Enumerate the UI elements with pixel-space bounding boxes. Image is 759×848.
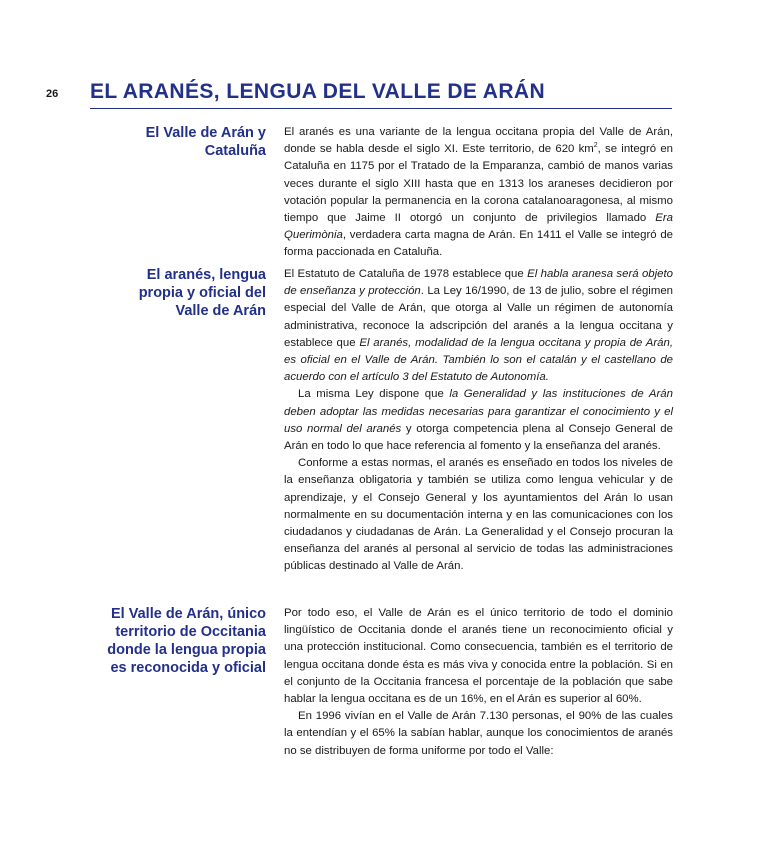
section-heading	[76, 124, 266, 160]
text-run: Por todo eso, el Valle de Arán es el único territorio de todo el dominio lingüístico de Occitania donde el aranés tiene un reconocimiento oficial y una protección institucional. Como consecuencia, también es el territorio de lengua occitana donde ésta es más viva y conocida entre la población. Si en el conjunto de la Occitania francesa el porcentaje de la población que sabe hablar la lengua occitana es de un 16%, en el Arán es superior al 60%.	[284, 607, 673, 706]
italic-text: Era Querimònia	[284, 212, 673, 242]
section-heading-line: propia y oficial del	[138, 285, 266, 301]
title-divider	[90, 108, 672, 109]
body-paragraph	[284, 386, 673, 455]
section-heading-line: Valle de Arán	[175, 303, 266, 319]
text-run: La misma Ley dispone que	[298, 388, 450, 401]
text-run: y otorga competencia plena al Consejo General de Arán en todo lo que hace referencia al fomento y la enseñanza del aranés.	[284, 422, 673, 453]
italic-text: El habla aranesa será objeto de enseñanza y protección	[284, 268, 674, 298]
body-paragraph	[284, 708, 673, 760]
body-paragraph	[284, 605, 673, 708]
italic-text: la Generalidad y las instituciones de Arán deben adoptar las medidas necesarias para garantizar el conocimiento y el uso normal del aranés	[284, 388, 673, 435]
body-paragraph	[284, 266, 673, 386]
body-paragraph	[284, 455, 673, 575]
section-heading	[76, 266, 266, 320]
section-heading-line: donde la lengua propia	[107, 642, 266, 658]
text-run: . La Ley 16/1990, de 13 de julio, sobre el régimen especial del Valle de Arán, que otorga al Valle un régimen de autonomía administrativa, reconoce la adscripción del aranés a la lengua occitana y establece que	[284, 285, 673, 349]
section-heading-line: Cataluña	[204, 143, 266, 159]
text-run: , verdadera carta magna de Arán. En 1411 el Valle se integró de forma paccionada en Cataluña.	[284, 229, 673, 259]
section-heading-line: El Valle de Arán, único	[111, 606, 266, 622]
section-body	[284, 605, 673, 760]
italic-text: El aranés, modalidad de la lengua occitana y propia de Arán, es oficial en el Valle de Arán. También lo son el catalán y el castellano de acuerdo con el artículo 3 del Estatuto de Autonomía.	[284, 336, 673, 384]
section-body	[284, 124, 673, 262]
page-number: 26	[46, 88, 59, 100]
section-heading-line: El Valle de Arán y	[145, 125, 266, 141]
superscript-text: 2	[593, 142, 598, 150]
page-title: EL ARANÉS, LENGUA DEL VALLE DE ARÁN	[90, 80, 546, 103]
section-body	[284, 266, 673, 576]
section-heading-line: es reconocida y oficial	[110, 660, 266, 676]
body-paragraph	[284, 124, 673, 262]
text-run: En 1996 vivían en el Valle de Arán 7.130 personas, el 90% de las cuales la entendían y el 65% la sabían hablar, aunque los conocimientos de aranés no se distribuyen de forma uniforme por todo el Valle:	[284, 710, 673, 757]
section-heading-line: El aranés, lengua	[146, 267, 266, 283]
text-run: El aranés es una variante de la lengua occitana propia del Valle de Arán, donde se habla desde el siglo XI. Este territorio, de 620 km	[284, 126, 673, 156]
text-run: Conforme a estas normas, el aranés es enseñado en todos los niveles de la enseñanza obligatoria y también se utiliza como lengua vehicular y de aprendizaje, y el Consejo General y los ayuntamientos del Arán lo usan normalmente en su documentación interna y en las comunicaciones con los ciudadanos y ciudadanas de Arán. La Generalidad y el Consejo procuran la enseñanza del aranés al personal al servicio de todas las administraciones públicas destinado al Valle de Arán.	[284, 457, 673, 573]
text-run: El Estatuto de Cataluña de 1978 establece que	[284, 268, 528, 280]
section-heading	[76, 605, 266, 677]
text-run: , se integró en Cataluña en 1175 por el Tratado de la Emparanza, cambió de manos varias veces durante el siglo XIII hasta que en 1313 los araneses decidieron por votación popular la permanencia en la corona catalanoaragonesa, al mismo tiempo que Jaime II otorgó un conjunto de privilegios llamado	[284, 143, 674, 225]
section-heading-line: territorio de Occitania	[115, 624, 266, 640]
